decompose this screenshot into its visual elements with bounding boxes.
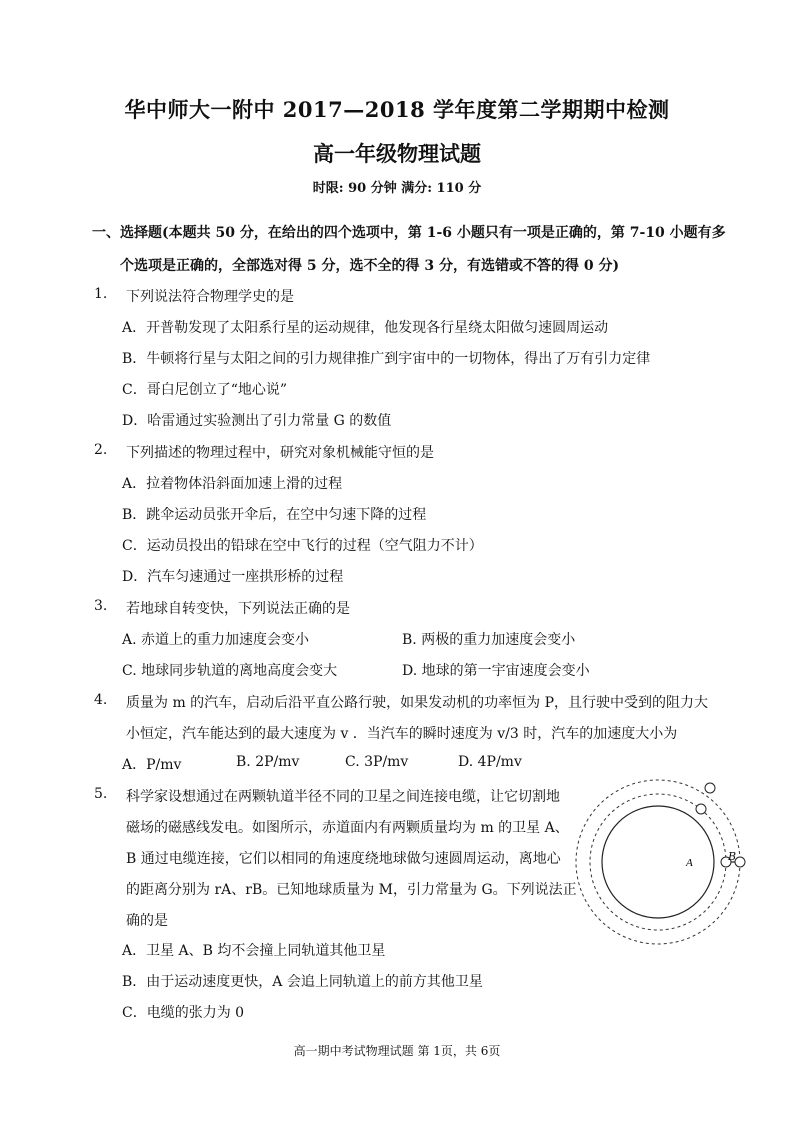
q4-option-b: B. 2P/mv xyxy=(236,754,300,770)
earth-circle xyxy=(602,806,714,918)
q5-stem-line1: 科学家设想通过在两颗轨道半径不同的卫星之间连接电缆，让它切割地 xyxy=(126,789,560,805)
q1-option-b: B．牛顿将行星与太阳之间的引力规律推广到宇宙中的一切物体，得出了万有引力定律 xyxy=(122,351,651,367)
q1-option-d: D．哈雷通过实验测出了引力常量 G 的数值 xyxy=(122,413,392,429)
q3-stem: 若地球自转变快，下列说法正确的是 xyxy=(126,601,350,617)
q4-stem-line1: 质量为 m 的汽车，启动后沿平直公路行驶，如果发动机的功率恒为 P，且行驶中受到的阻力大 xyxy=(126,695,709,711)
q4-option-a: A．P/mv xyxy=(122,757,182,773)
q2-number: 2. xyxy=(94,442,108,458)
q3-option-c: C. 地球同步轨道的离地高度会变大 xyxy=(122,663,338,679)
q1-option-a: A．开普勒发现了太阳系行星的运动规律，他发现各行星绕太阳做匀速圆周运动 xyxy=(122,320,609,336)
q2-stem: 下列描述的物理过程中，研究对象机械能守恒的是 xyxy=(126,445,434,461)
label-a: A xyxy=(686,857,693,869)
satellite-b xyxy=(735,857,745,867)
q3-number: 3. xyxy=(94,598,108,614)
satellite-other-outer xyxy=(705,783,715,793)
exam-title: 华中师大一附中 2017—2018 学年度第二学期期中检测 xyxy=(124,97,670,122)
q1-stem: 下列说法符合物理学史的是 xyxy=(126,289,294,305)
q4-stem-line2: 小恒定，汽车能达到的最大速度为 v ．当汽车的瞬时速度为 v/3 时，汽车的加速度大小为 xyxy=(126,726,678,742)
q5-stem-line5: 确的是 xyxy=(126,913,168,929)
q2-option-a: A．拉着物体沿斜面加速上滑的过程 xyxy=(122,476,343,492)
orbit-a xyxy=(590,794,726,930)
q5-stem-line3: B 通过电缆连接，它们以相同的角速度绕地球做匀速圆周运动，离地心 xyxy=(126,851,561,867)
q3-option-b: B. 两极的重力加速度会变小 xyxy=(402,632,576,648)
q5-number: 5. xyxy=(94,786,108,802)
q3-option-d: D. 地球的第一宇宙速度会变小 xyxy=(402,663,590,679)
q2-option-d: D．汽车匀速通过一座拱形桥的过程 xyxy=(122,569,344,585)
section-instructions-line2: 个选项是正确的，全部选对得 5 分，选不全的得 3 分，有选错或不答的得 0 分) xyxy=(120,258,620,274)
orbit-b xyxy=(576,780,740,944)
q5-option-b: B．由于运动速度更快，A 会追上同轨道上的前方其他卫星 xyxy=(122,974,483,990)
section-instructions-line1: 一、选择题(本题共 50 分，在给出的四个选项中，第 1-6 小题只有一项是正确的，第 7-10 小题有多 xyxy=(92,225,726,241)
q4-option-d: D. 4P/mv xyxy=(458,754,522,770)
exam-subtitle: 高一年级物理试题 xyxy=(313,141,481,166)
q4-option-c: C. 3P/mv xyxy=(345,754,409,770)
q5-option-c: C．电缆的张力为 0 xyxy=(122,1005,245,1021)
q2-option-b: B．跳伞运动员张开伞后，在空中匀速下降的过程 xyxy=(122,507,427,523)
q3-option-a: A. 赤道上的重力加速度会变小 xyxy=(122,632,310,648)
q2-option-c: C．运动员投出的铅球在空中飞行的过程（空气阻力不计） xyxy=(122,538,483,554)
q5-option-a: A．卫星 A、B 均不会撞上同轨道其他卫星 xyxy=(122,943,386,959)
q4-number: 4. xyxy=(94,692,108,708)
exam-meta: 时限: 90 分钟 满分: 110 分 xyxy=(312,181,482,196)
q1-number: 1. xyxy=(94,286,108,302)
q5-stem-line2: 磁场的磁感线发电。如图所示，赤道面内有两颗质量均为 m 的卫星 A、 xyxy=(126,820,569,836)
q5-stem-line4: 的距离分别为 rA、rB。已知地球质量为 M，引力常量为 G。下列说法正 xyxy=(126,882,577,898)
page-footer: 高一期中考试物理试题 第 1页，共 6页 xyxy=(293,1044,501,1058)
orbit-diagram xyxy=(568,772,748,952)
label-b: B xyxy=(728,850,737,863)
satellite-other-inner xyxy=(696,804,706,814)
q1-option-c: C．哥白尼创立了“地心说” xyxy=(122,382,288,398)
